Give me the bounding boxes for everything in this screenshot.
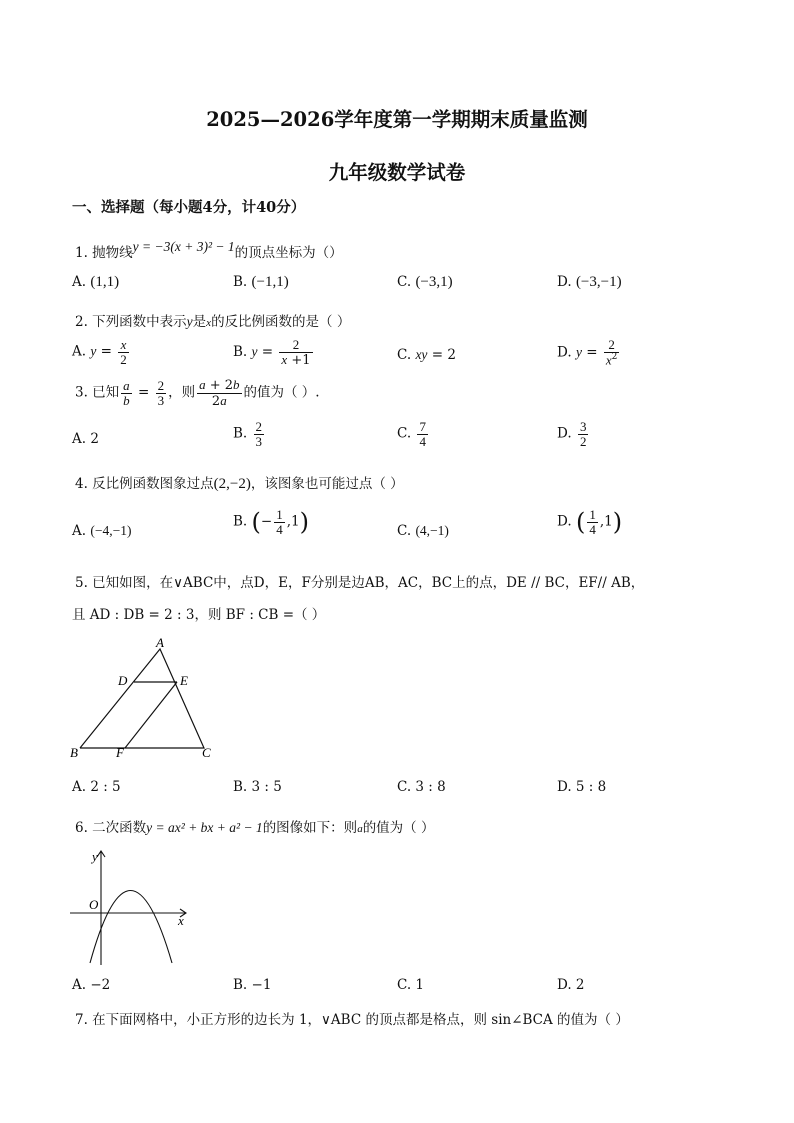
q6-option-a[interactable]: A. −2 xyxy=(72,977,111,993)
question-6: 6. 二次函数y = ax² + bx + a² − 1的图像如下：则a的值为（ ） xyxy=(75,820,435,836)
label-f: F xyxy=(116,745,124,760)
q2-var-x: x xyxy=(206,317,212,329)
q1-option-d[interactable]: D. (−3,−1) xyxy=(557,274,622,290)
segment-ef xyxy=(125,682,177,748)
parabola-curve xyxy=(90,891,172,964)
q1-expression: y = −3(x + 3)² − 1 xyxy=(132,239,235,254)
q4-option-a[interactable]: A. (−4,−1) xyxy=(72,523,132,539)
q5-option-b[interactable]: B. 3 : 5 xyxy=(233,779,282,795)
triangle-abc xyxy=(80,649,204,748)
q6-option-d[interactable]: D. 2 xyxy=(557,977,585,993)
question-7: 7. 在下面网格中，小正方形的边长为 1，∨ABC 的顶点都是格点，则 sin∠BCA 的值为（ ） xyxy=(75,1012,629,1028)
q4-option-c[interactable]: C. (4,−1) xyxy=(397,523,449,539)
question-4: 4. 反比例函数图象过点(2,−2)，该图象也可能过点（ ） xyxy=(75,476,404,492)
q5-option-a[interactable]: A. 2 : 5 xyxy=(72,779,121,795)
q1-option-b[interactable]: B. (−1,1) xyxy=(233,274,289,290)
q3-option-a[interactable]: A. 2 xyxy=(72,431,99,447)
origin-label: O xyxy=(89,897,99,912)
q2-option-b[interactable]: B. y = $\frac{2}{x +1}$ xyxy=(233,337,311,368)
q1-tail: 的顶点坐标为（） xyxy=(234,245,343,261)
exam-title: 2025—2026学年度第一学期期末质量监测 xyxy=(206,108,588,131)
question-5-line-2: 且 AD : DB = 2 : 3，则 BF : CB =（ ） xyxy=(72,607,326,623)
q2-option-c[interactable]: C. xy = 2 xyxy=(397,347,456,363)
parabola-graph xyxy=(68,843,198,968)
question-1 xyxy=(75,241,343,261)
label-d: D xyxy=(118,673,128,688)
label-a: A xyxy=(156,635,164,650)
q2-option-a[interactable]: A. y = $\frac{x}{2}$ xyxy=(72,337,127,367)
label-b: B xyxy=(70,745,78,760)
q4-option-b[interactable]: B. (− $\frac{1}{4}$ ,1) xyxy=(233,507,309,537)
question-5-line-1: 5. 已知如图，在∨ABC中，点D，E，F分别是边AB，AC，BC上的点，DE // BC，EF// AB， xyxy=(75,575,645,591)
exam-subtitle: 九年级数学试卷 xyxy=(328,161,466,184)
question-2: 2. 下列函数中表示y是x的反比例函数的是（ ） xyxy=(75,314,351,330)
q3-option-b[interactable]: B. $\frac{2}{3}$ xyxy=(233,419,263,449)
section-heading: 一、选择题（每小题4分，计40分） xyxy=(72,199,306,216)
q3-option-d[interactable]: D. $\frac{3}{2}$ xyxy=(557,419,587,449)
triangle-figure xyxy=(68,635,228,765)
y-label: y xyxy=(92,849,98,864)
q3-option-c[interactable]: C. $\frac{7}{4}$ xyxy=(397,419,426,449)
q6-expression: y = ax² + bx + a² − 1 xyxy=(146,820,263,835)
q1-option-c[interactable]: C. (−3,1) xyxy=(397,274,453,290)
q4-option-d[interactable]: D. ( $\frac{1}{4}$ ,1) xyxy=(557,507,623,537)
q2-option-d[interactable]: D. y = $\frac{2}{x^2}$ xyxy=(557,337,618,367)
q6-option-b[interactable]: B. −1 xyxy=(233,977,272,993)
q6-option-c[interactable]: C. 1 xyxy=(397,977,425,993)
question-3: 3. 已知 $\frac{a}{b}$ = $\frac{2}{3}$ ，则 $\frac{a + 2b}{2a}$ 的值为（ ）. xyxy=(75,377,320,409)
q5-option-d[interactable]: D. 5 : 8 xyxy=(557,779,607,795)
q1-number: 1. 抛物线 xyxy=(75,245,133,261)
label-e: E xyxy=(180,673,188,688)
label-c: C xyxy=(202,745,211,760)
x-label: x xyxy=(178,913,184,928)
q5-option-c[interactable]: C. 3 : 8 xyxy=(397,779,446,795)
q2-var-y: y xyxy=(186,314,193,329)
q1-option-a[interactable]: A. (1,1) xyxy=(72,274,120,290)
